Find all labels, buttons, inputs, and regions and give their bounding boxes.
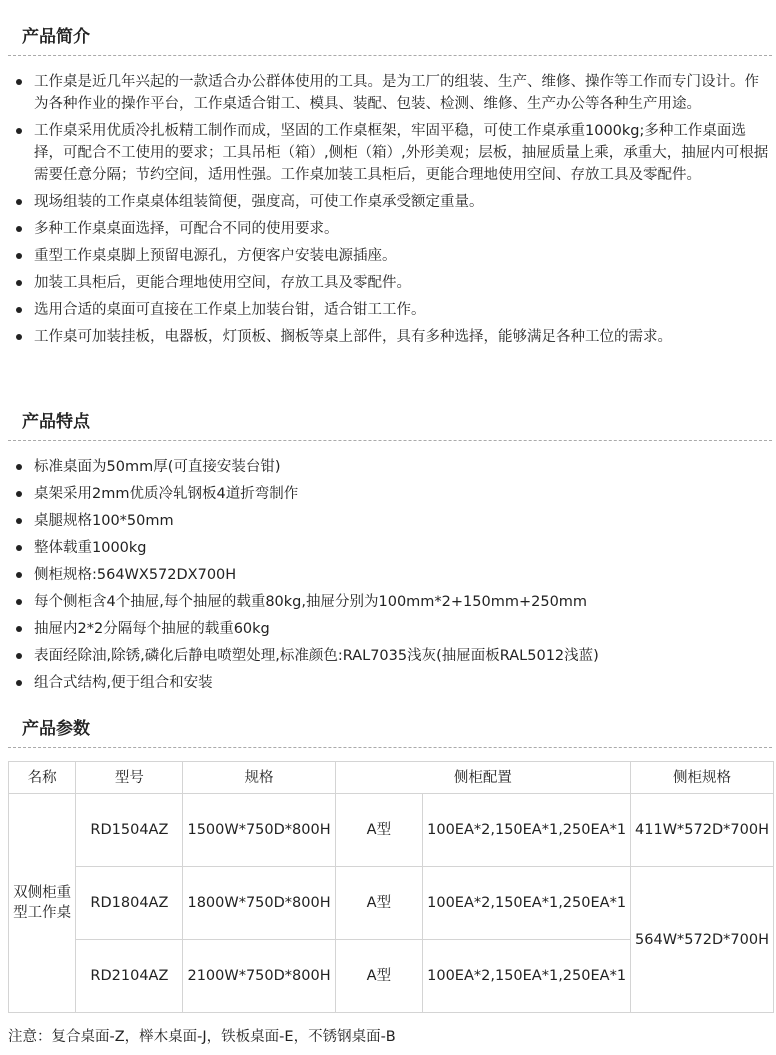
list-item: 每个侧柜含4个抽屉,每个抽屉的载重80kg,抽屉分别为100mm*2+150mm+250mm xyxy=(0,591,776,613)
list-item: 抽屉内2*2分隔每个抽屉的载重60kg xyxy=(0,618,776,640)
config-type-cell: A型 xyxy=(335,867,422,940)
params-table xyxy=(8,761,774,1013)
list-item: 侧柜规格:564WX572DX700H xyxy=(0,564,776,586)
model-cell: RD1804AZ xyxy=(76,867,183,940)
config-detail-cell: 100EA*2,150EA*1,250EA*1 xyxy=(423,940,631,1013)
features-list xyxy=(0,456,776,699)
list-item: 工作桌是近几年兴起的一款适合办公群体使用的工具。是为工厂的组装、生产、维修、操作等工作而专门设计。作为各种作业的操作平台，工作桌适合钳工、模具、装配、包装、检测、维修、生产办公等各种生产用途。 xyxy=(0,71,776,115)
spec-cell: 1800W*750D*800H xyxy=(183,867,335,940)
spec-cell: 2100W*750D*800H xyxy=(183,940,335,1013)
product-name-cell: 双侧柜重型工作桌 xyxy=(9,794,76,1013)
config-type-cell: A型 xyxy=(335,794,422,867)
list-item: 选用合适的桌面可直接在工作桌上加装台钳，适合钳工工作。 xyxy=(0,299,776,321)
column-header-name: 名称 xyxy=(9,762,76,794)
table-header-row xyxy=(9,762,774,794)
column-header-model: 型号 xyxy=(76,762,183,794)
column-header-cabinet-config: 侧柜配置 xyxy=(335,762,630,794)
column-header-spec: 规格 xyxy=(183,762,335,794)
cabinet-size-cell: 564W*572D*700H xyxy=(631,867,774,1013)
table-row xyxy=(9,867,774,940)
list-item: 表面经除油,除锈,磷化后静电喷塑处理,标准颜色:RAL7035浅灰(抽屉面板RAL5012浅蓝) xyxy=(0,645,776,667)
features-heading: 产品特点 xyxy=(8,410,772,441)
list-item: 工作桌采用优质冷扎板精工制作而成，坚固的工作桌框架，牢固平稳，可使工作桌承重1000kg;多种工作桌面选择，可配合不工使用的要求；工具吊柜（箱）,侧柜（箱）,外形美观；层板，抽屉质量上乘，承重大，抽屉内可根据需要任意分隔；节约空间，适用性强。工作桌加装工具柜后，更能合理地使用空间、存放工具及零配件。 xyxy=(0,120,776,186)
intro-heading: 产品简介 xyxy=(8,25,772,56)
list-item: 重型工作桌桌脚上预留电源孔，方便客户安装电源插座。 xyxy=(0,245,776,267)
model-cell: RD2104AZ xyxy=(76,940,183,1013)
list-item: 桌架采用2mm优质冷轧钢板4道折弯制作 xyxy=(0,483,776,505)
list-item: 整体载重1000kg xyxy=(0,537,776,559)
params-heading: 产品参数 xyxy=(8,717,772,748)
model-cell: RD1504AZ xyxy=(76,794,183,867)
config-type-cell: A型 xyxy=(335,940,422,1013)
column-header-cabinet-size: 侧柜规格 xyxy=(631,762,774,794)
list-item: 工作桌可加装挂板，电器板，灯顶板、搁板等桌上部件，具有多种选择，能够满足各种工位的需求。 xyxy=(0,326,776,348)
list-item: 多种工作桌桌面选择，可配合不同的使用要求。 xyxy=(0,218,776,240)
list-item: 桌腿规格100*50mm xyxy=(0,510,776,532)
table-row xyxy=(9,794,774,867)
list-item: 加装工具柜后，更能合理地使用空间，存放工具及零配件。 xyxy=(0,272,776,294)
cabinet-size-cell: 411W*572D*700H xyxy=(631,794,774,867)
config-detail-cell: 100EA*2,150EA*1,250EA*1 xyxy=(423,867,631,940)
list-item: 现场组装的工作桌桌体组装简便，强度高，可使工作桌承受额定重量。 xyxy=(0,191,776,213)
intro-list xyxy=(0,71,776,353)
list-item: 标准桌面为50mm厚(可直接安装台钳) xyxy=(0,456,776,478)
config-detail-cell: 100EA*2,150EA*1,250EA*1 xyxy=(423,794,631,867)
spec-cell: 1500W*750D*800H xyxy=(183,794,335,867)
list-item: 组合式结构,便于组合和安装 xyxy=(0,672,776,694)
table-note: 注意：复合桌面-Z，榉木桌面-J，铁板桌面-E，不锈钢桌面-B xyxy=(8,1029,396,1045)
